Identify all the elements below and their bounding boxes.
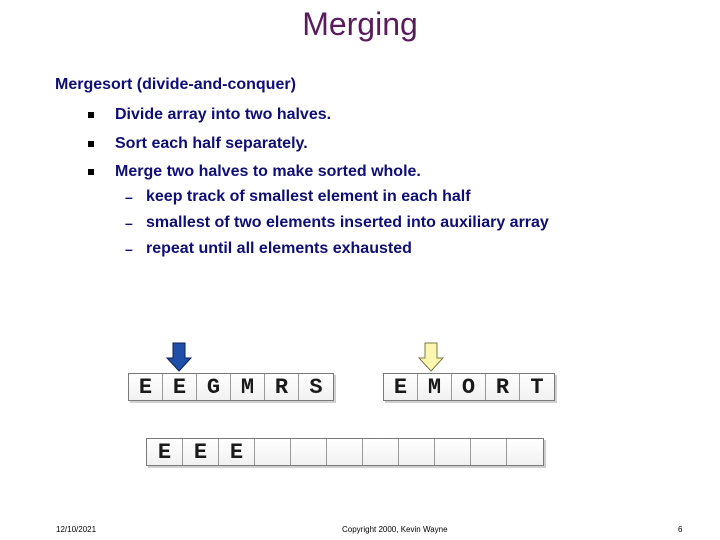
aux-cell bbox=[507, 439, 543, 465]
bullet-text: Merge two halves to make sorted whole. bbox=[115, 163, 421, 180]
footer-copyright: Copyright 2000, Kevin Wayne bbox=[342, 525, 448, 534]
left-half-cell: E bbox=[163, 374, 197, 400]
auxiliary-array bbox=[146, 438, 544, 466]
aux-cell: E bbox=[219, 439, 255, 465]
sub-bullet-text: smallest of two elements inserted into auxiliary array bbox=[146, 214, 549, 231]
sub-bullet-text: keep track of smallest element in each half bbox=[146, 188, 471, 205]
sub-bullet-insert bbox=[125, 214, 549, 234]
bullet-text: Sort each half separately. bbox=[115, 135, 308, 152]
aux-cell: E bbox=[147, 439, 183, 465]
left-half-array bbox=[128, 373, 334, 401]
aux-cell bbox=[435, 439, 471, 465]
aux-cell bbox=[327, 439, 363, 465]
aux-cell bbox=[363, 439, 399, 465]
right-half-cell: R bbox=[486, 374, 520, 400]
aux-cell bbox=[291, 439, 327, 465]
left-half-cell: R bbox=[265, 374, 299, 400]
sub-bullet-text: repeat until all elements exhausted bbox=[146, 240, 412, 257]
dash-bullet-icon: – bbox=[125, 189, 133, 205]
left-half-cell: M bbox=[231, 374, 265, 400]
square-bullet-icon bbox=[88, 169, 94, 175]
slide-subtitle: Mergesort (divide-and-conquer) bbox=[55, 76, 296, 93]
bullet-text: Divide array into two halves. bbox=[115, 106, 332, 123]
left-pointer-shape bbox=[167, 343, 191, 371]
right-pointer-arrow-icon bbox=[418, 342, 444, 372]
aux-cell bbox=[399, 439, 435, 465]
left-half-cell: S bbox=[299, 374, 333, 400]
slide-title: Merging bbox=[302, 6, 418, 42]
right-half-cell: T bbox=[520, 374, 554, 400]
left-pointer-arrow-icon bbox=[166, 342, 192, 372]
footer-page-number: 6 bbox=[678, 525, 683, 534]
footer-date: 12/10/2021 bbox=[56, 525, 97, 534]
right-half-cell: O bbox=[452, 374, 486, 400]
left-half-cell: G bbox=[197, 374, 231, 400]
sub-bullet-track bbox=[125, 188, 471, 208]
aux-cell bbox=[255, 439, 291, 465]
sub-bullet-repeat bbox=[125, 240, 412, 260]
right-half-array bbox=[383, 373, 555, 401]
right-pointer-shape bbox=[419, 343, 443, 371]
right-half-cell: M bbox=[418, 374, 452, 400]
dash-bullet-icon: – bbox=[125, 241, 133, 257]
square-bullet-icon bbox=[88, 112, 94, 118]
aux-cell bbox=[471, 439, 507, 465]
right-half-cell: E bbox=[384, 374, 418, 400]
left-half-cell: E bbox=[129, 374, 163, 400]
square-bullet-icon bbox=[88, 141, 94, 147]
dash-bullet-icon: – bbox=[125, 215, 133, 231]
aux-cell: E bbox=[183, 439, 219, 465]
